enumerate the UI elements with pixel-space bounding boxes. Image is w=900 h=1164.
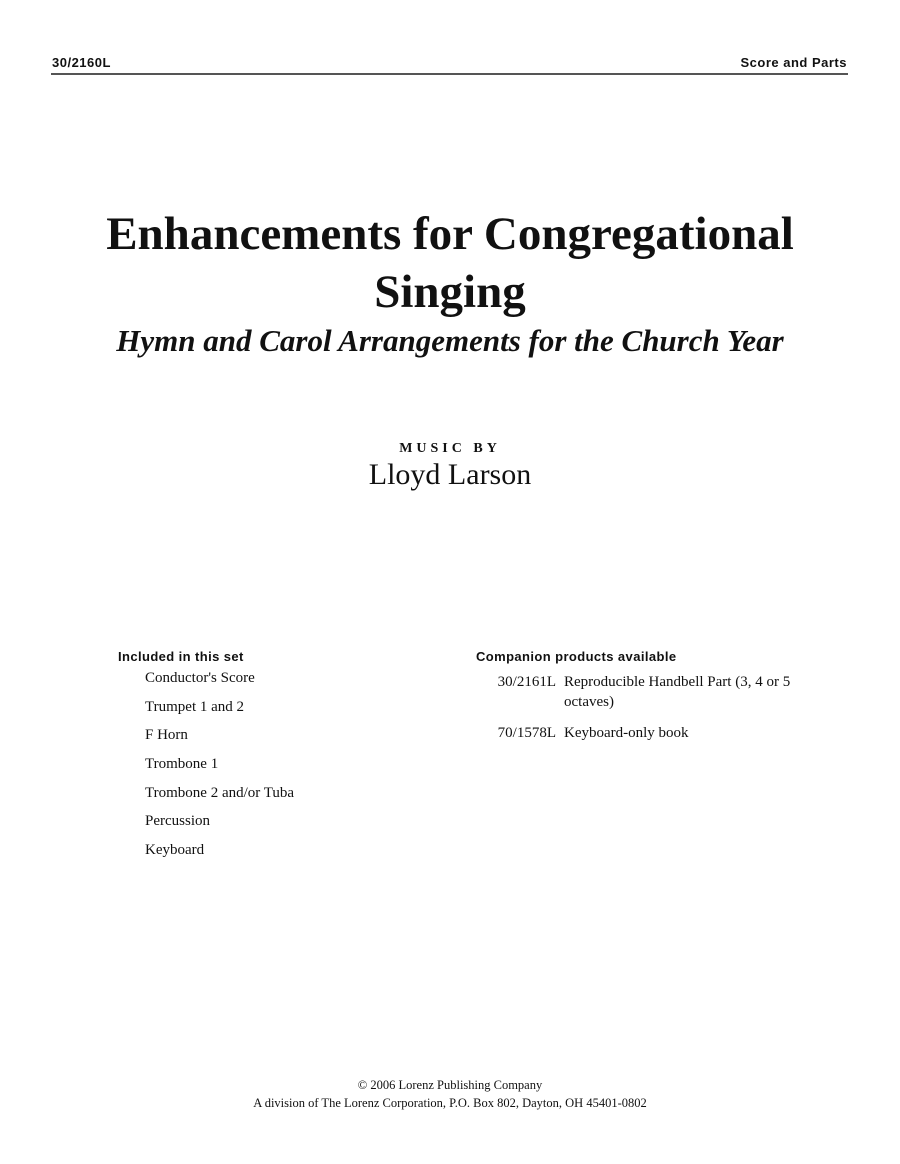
product-row: [476, 723, 856, 743]
copyright-line: © 2006 Lorenz Publishing Company: [357, 1078, 543, 1092]
list-item: Conductor's Score: [145, 670, 255, 686]
page-title: [30, 205, 870, 321]
included-list: [118, 670, 438, 871]
list-item: Trombone 1: [145, 756, 219, 773]
credit-label: MUSIC BY: [399, 441, 501, 456]
product-code: 30/2161L: [497, 674, 556, 690]
product-description: Keyboard-only book: [564, 725, 689, 741]
product-description: Reproducible Handbell Part (3, 4 or 5 octaves): [564, 674, 791, 710]
companion-section: [476, 649, 856, 754]
companion-heading: Companion products available: [476, 649, 677, 664]
header-divider: [51, 73, 848, 75]
list-item: Keyboard: [145, 842, 205, 859]
list-item: Percussion: [145, 813, 210, 830]
edition-type: Score and Parts: [740, 55, 847, 70]
title-line-2: Singing: [374, 266, 526, 318]
list-item: Trombone 2 and/or Tuba: [145, 784, 295, 801]
product-code: 70/1578L: [497, 725, 556, 741]
page-subtitle: Hymn and Carol Arrangements for the Church Year: [116, 323, 784, 358]
included-heading: Included in this set: [118, 649, 244, 664]
publisher-footer: [0, 1076, 900, 1112]
product-row: [476, 672, 856, 712]
address-line: A division of The Lorenz Corporation, P.O. Box 802, Dayton, OH 45401-0802: [253, 1096, 647, 1110]
list-item: Trumpet 1 and 2: [145, 698, 245, 715]
list-item: F Horn: [145, 727, 188, 744]
included-section: [118, 649, 438, 871]
title-line-1: Enhancements for Congregational: [106, 208, 794, 260]
composer-name: Lloyd Larson: [368, 458, 532, 491]
catalog-number: 30/2160L: [52, 55, 111, 70]
